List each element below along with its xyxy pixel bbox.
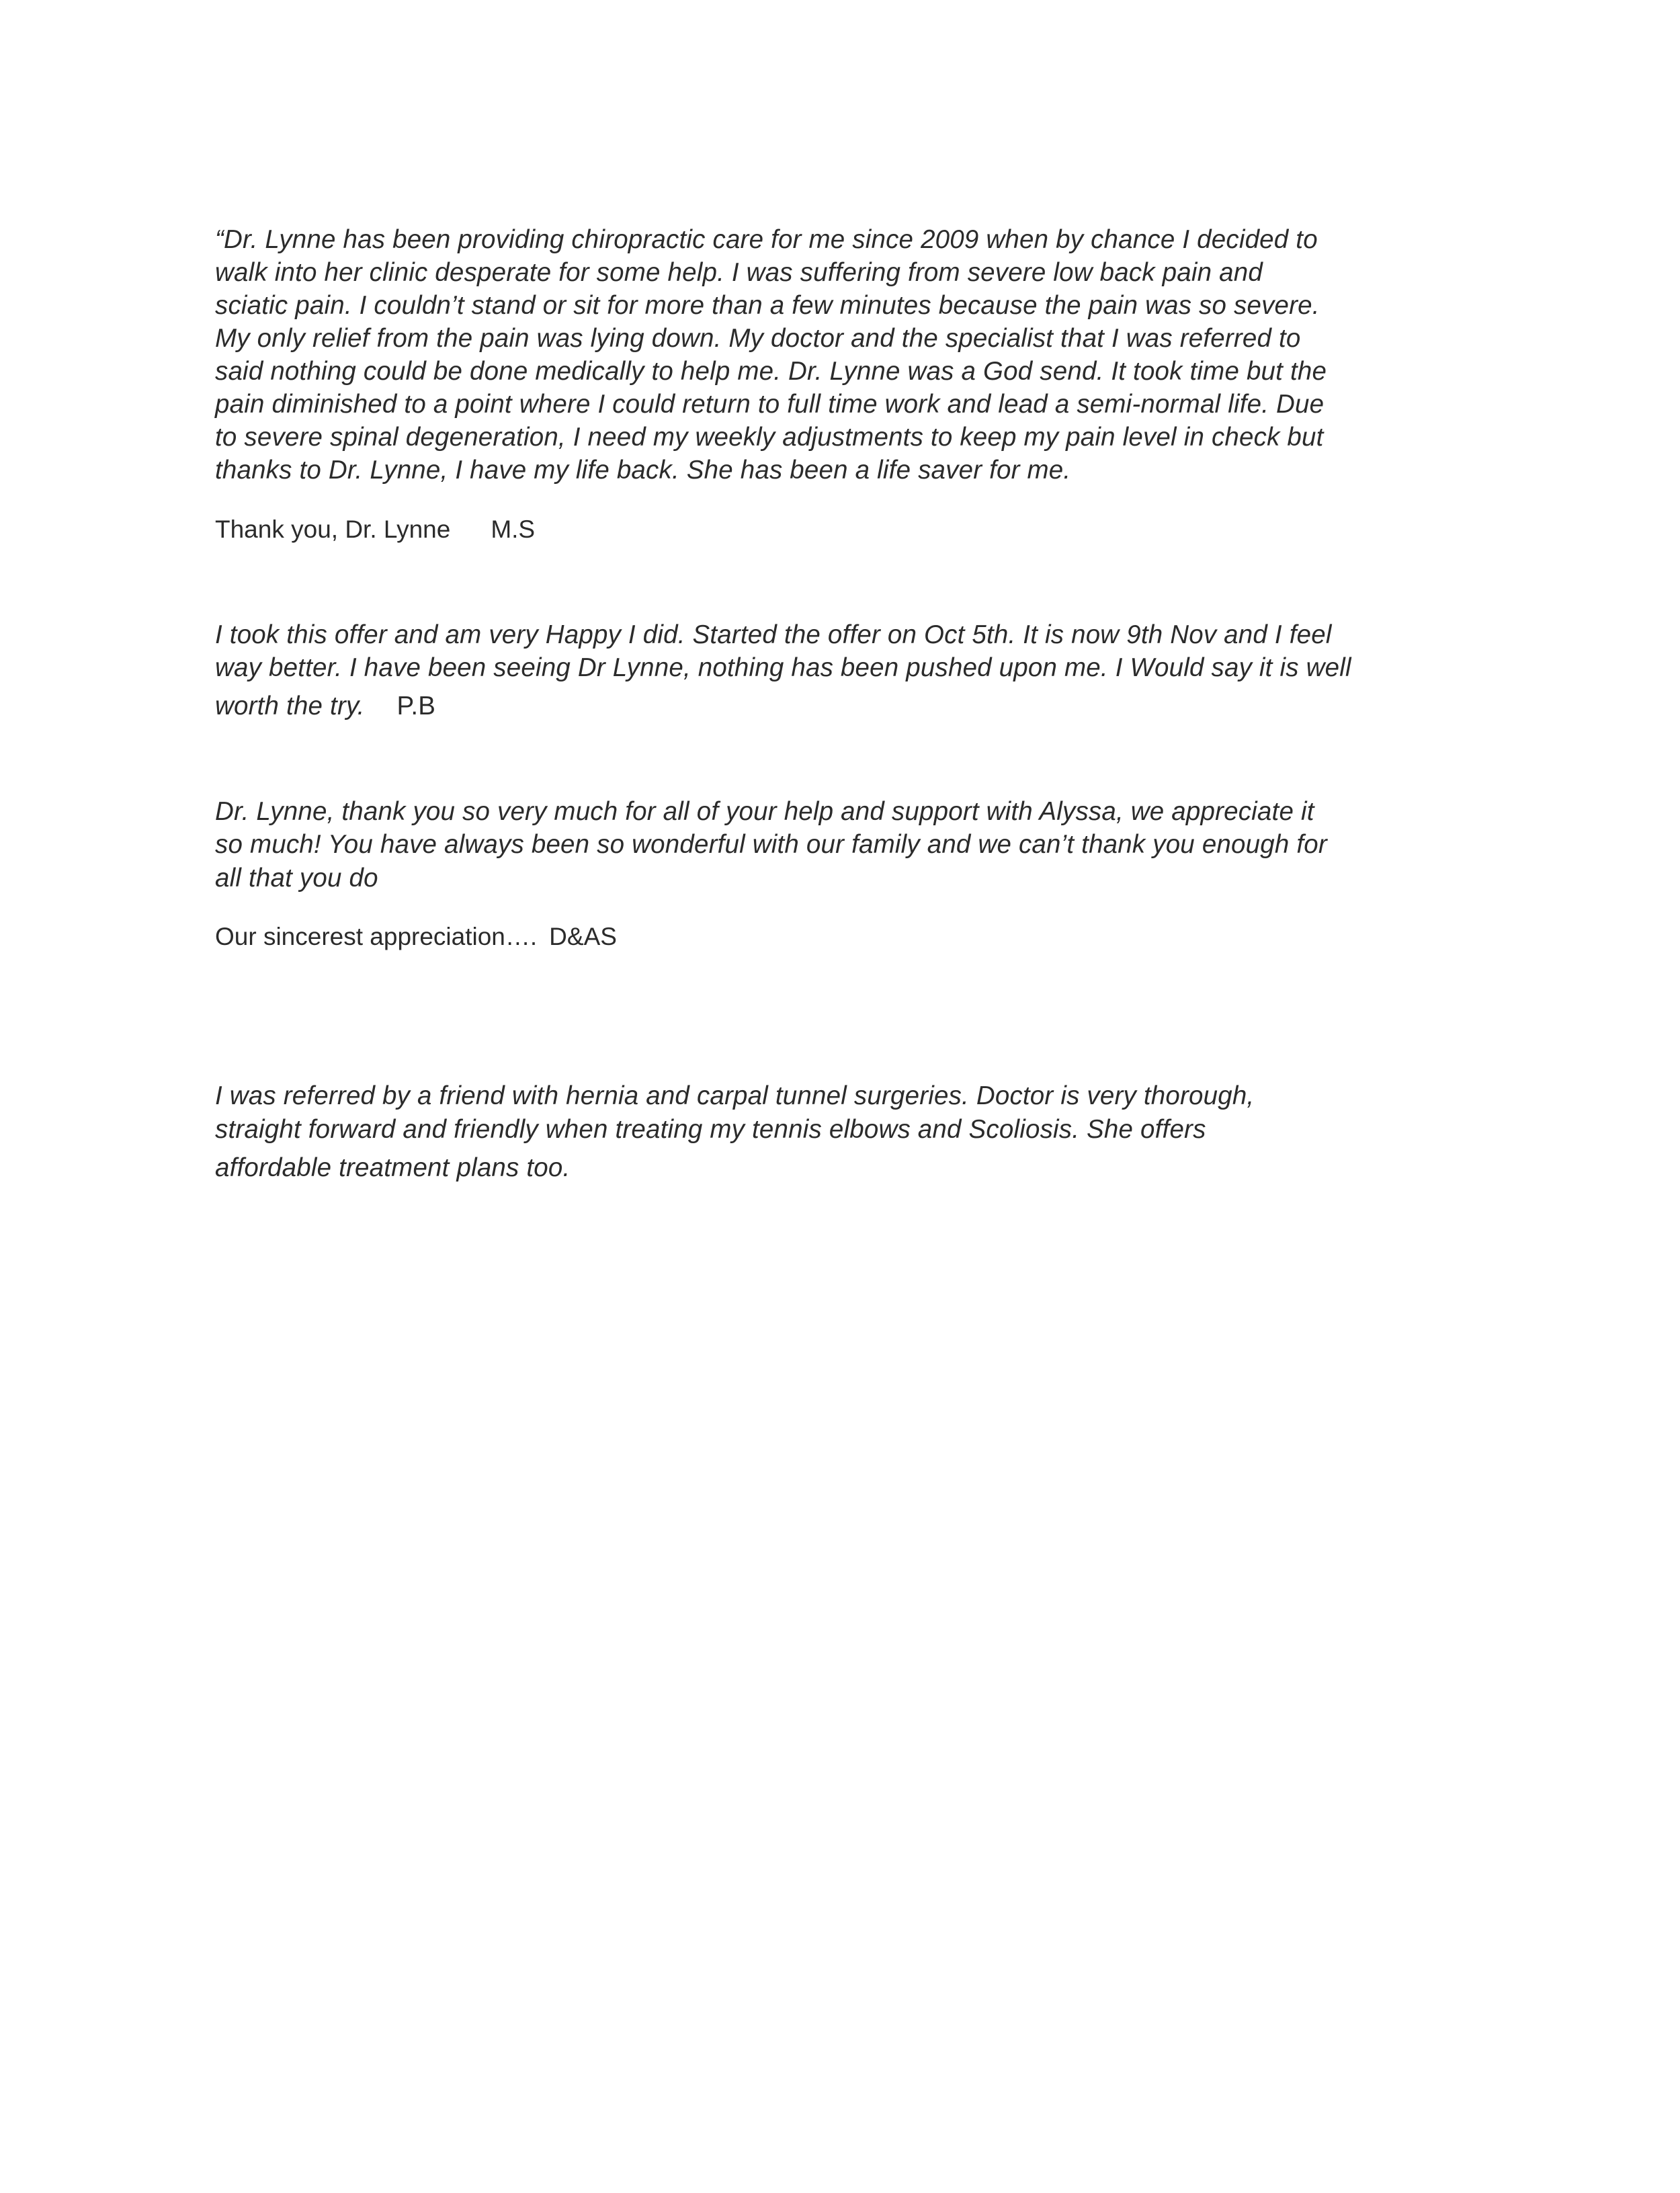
testimonial-text-line: straight forward and friendly when treating my tennis elbows and Scoliosis. She offers	[215, 1115, 1206, 1144]
testimonial-text-line: thanks to Dr. Lynne, I have my life back. She has been a life saver for me.	[215, 456, 1071, 485]
testimonial-text-line: Dr. Lynne, thank you so very much for all of your help and support with Alyssa, we appreciate it	[215, 797, 1314, 826]
testimonial-text-line: so much! You have always been so wonderful with our family and we can’t thank you enough for	[215, 830, 1327, 859]
testimonial-text-line: said nothing could be done medically to help me. Dr. Lynne was a God send. It took time but the	[215, 357, 1327, 386]
testimonial-text-line: to severe spinal degeneration, I need my weekly adjustments to keep my pain level in check but	[215, 423, 1324, 452]
signature-initials: D&AS	[549, 923, 617, 950]
testimonial-signoff	[215, 513, 535, 546]
signature-initials: P.B	[396, 692, 436, 720]
signoff-text: Thank you, Dr. Lynne	[215, 515, 451, 543]
testimonial-signoff	[215, 920, 617, 953]
testimonial-text-line: I was referred by a friend with hernia and carpal tunnel surgeries. Doctor is very thorough,	[215, 1081, 1255, 1110]
testimonial-text-fragment: worth the try.	[215, 692, 365, 720]
testimonial-text-line: way better. I have been seeing Dr Lynne, nothing has been pushed upon me. I Would say it is well	[215, 653, 1351, 682]
testimonial-text-line: “Dr. Lynne has been providing chiropractic care for me since 2009 when by chance I decided to	[215, 225, 1318, 254]
testimonial-text-line: pain diminished to a point where I could return to full time work and lead a semi-normal life. Due	[215, 390, 1325, 419]
testimonial-text-line: all that you do	[215, 864, 378, 893]
testimonial-text-line: affordable treatment plans too.	[215, 1153, 571, 1182]
testimonial-text-line: walk into her clinic desperate for some help. I was suffering from severe low back pain and	[215, 258, 1263, 287]
signature-initials: M.S	[491, 515, 536, 543]
testimonial-text-line	[215, 690, 435, 722]
signoff-text: Our sincerest appreciation….	[215, 923, 538, 950]
testimonial-text-line: sciatic pain. I couldn’t stand or sit for more than a few minutes because the pain was so severe.	[215, 291, 1320, 320]
testimonial-text-line: I took this offer and am very Happy I did. Started the offer on Oct 5th. It is now 9th Nov and I feel	[215, 620, 1332, 649]
testimonial-text-line: My only relief from the pain was lying down. My doctor and the specialist that I was referred to	[215, 324, 1301, 353]
